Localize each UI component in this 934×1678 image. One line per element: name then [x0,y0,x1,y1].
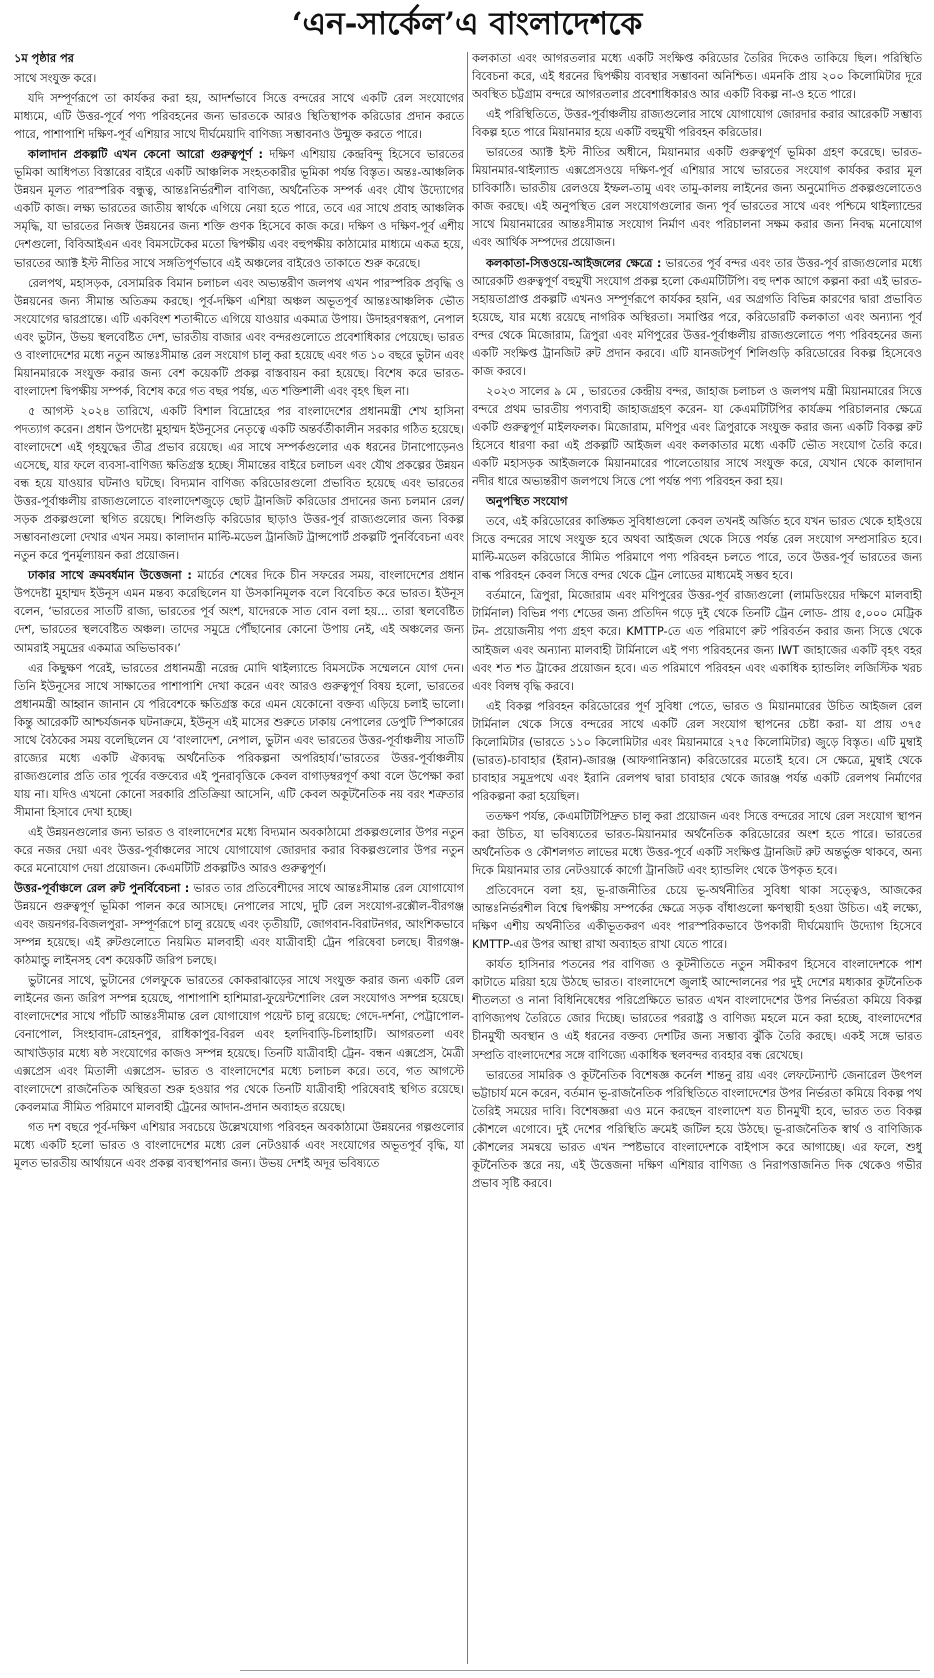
left-column [14,50,464,1668]
paragraph: এই পরিস্থিতিতে, উত্তর-পূর্বাঞ্চলীয় রাজ্যগুলোর সাথে যোগাযোগ জোরদার করার আরেকটি সম্ভাব্য বিকল্প হতে পারে মিয়ানমার হয়ে একটি বহুমুখী পরিবহন করিডোর। [472,108,922,140]
paragraph: সাথে সংযুক্ত করে। [14,72,97,86]
paragraph-with-lead [472,255,922,381]
paragraph: তবে, এই করিডোরের কাঙ্ক্ষিত সুবিধাগুলো কেবল তখনই অর্জিত হবে যখন ভারত থেকে হাইওয়ে সিত্তে বন্দরের সাথে সংযুক্ত হবে অথবা আইজল থেকে সিত্তে পর্যন্ত রেল সংযোগ সম্প্রসারিত হবে। মাল্টি-মডেল করিডোরে সীমিত পরিমাণে পণ্য পরিবহন চলতে পারে, তবে উত্তর-পূর্ব ভারতের জন্য বাল্ক পরিবহন কেবল সিত্তে বন্দর থেকে ট্রেন লোডের মাধ্যমেই সম্ভব হবে। [472,515,922,583]
headline: ‘এন-সার্কেল’এ বাংলাদেশকে [291,6,643,42]
paragraph: প্রতিবেদনে বলা হয়, ভূ-রাজনীতির চেয়ে ভূ-অর্থনীতির সুবিধা থাকা সত্ত্বেও, আজকের আন্তঃনির্ভরশীল বিশ্বে দ্বিপক্ষীয় সম্পর্কের ক্ষেত্রে সড়ক বাঁধাগুলো ক্ষণস্থায়ী হওয়া উচিত। এই লক্ষ্যে, দক্ষিণ এশীয় অর্থনীতির একীভূতকরণ এবং পারস্পরিকভাবে উপকারী দীর্ঘমেয়াদি উদ্যোগ হিসেবে KMTTP-এর উপর আস্থা রাখা অব্যাহত রাখা যেতে পারে। [472,884,922,952]
paragraph: যদি সম্পূর্ণরূপে তা কার্যকর করা হয়, আদর্শভাবে সিত্তে বন্দরের সাথে একটি রেল সংযোগের মাধ্যমে, এটি উত্তর-পূর্বে পণ্য পরিবহনের জন্য ভারতকে আরও স্থিতিস্থাপক করিডোর প্রদান করতে পারে, পাশাপাশি দক্ষিণ-পূর্ব এশিয়ার সাথে দীর্ঘমেয়াদি বাণিজ্য সম্ভাবনাও উন্মুক্ত করতে পারে। [14,92,464,142]
right-column [472,50,922,1668]
paragraph-text: দক্ষিণ এশিয়ায় কেন্দ্রবিন্দু হিসেবে ভারতের ভূমিকা আধিপত্য বিস্তারের বাইরে একটি আঞ্চলিক সংহতকারীর ভূমিকা পর্যন্ত বিস্তৃত। অন্তঃ-আঞ্চলিক উন্নয়ন মূলত পারস্পরিক বন্ধুত্ব, আন্তঃনির্ভরশীল বাণিজ্য, অর্থনৈতিক সম্পর্ক এবং যৌথ উদ্যোগের একটি কাজ। লক্ষ্য ভারতের জাতীয় স্বার্থকে এগিয়ে নেয়া হতে পারে, তবে এর সাথে প্রবাহ আঞ্চলিক সমৃদ্ধি, যা ভারতের নিজস্ব উন্নয়নের জন্য শক্তি গুণক হিসেবে কাজ করে। দক্ষিণ ও দক্ষিণ-পূর্ব এশীয় দেশগুলো, বিবিআইএন এবং বিমসটেকের মতো দ্বিপক্ষীয় এবং বহুপক্ষীয় কাঠামোর মাধ্যমে একত্র হয়ে, ভারতের অ্যাক্ট ইস্ট নীতির সাথে সঙ্গতিপূর্ণভাবে এই অঞ্চলের বাইরেও তাকাতে শুরু করেছে। [14,148,464,270]
paragraph: ২০২৩ সালের ৯ মে , ভারতের কেন্দ্রীয় বন্দর, জাহাজ চলাচল ও জলপথ মন্ত্রী মিয়ানমারের সিত্তে বন্দরে প্রথম ভারতীয় পণ্যবাহী জাহাজগ্রহণ করেন- যা কেএমটিটিপির কার্যক্রম পরিচালনার ক্ষেত্রে একটি গুরুত্বপূর্ণ মাইলফলক। মিজোরাম, মণিপুর এবং ত্রিপুরাকে সংযুক্ত করার জন্য একটি বিকল্প রুট হিসেবে ধারণা করা এই প্রকল্পটি আইজল এবং কলকাতার মধ্যে একটি ভৌত সংযোগ তৈরি করে। একটি মহাসড়ক আইজলকে মিয়ানমারের পালেতোয়ার সাথে সংযুক্ত করে, যেখান থেকে কালাদান নদীর ধারে অভ্যন্তরীণ জলপথে সিত্তে পো পর্যন্ত পণ্য পরিবহন করা হয়। [472,384,922,489]
paragraph: বর্তমানে, ত্রিপুরা, মিজোরাম এবং মণিপুরের উত্তর-পূর্ব রাজ্যগুলো (লামডিংয়ের দক্ষিণে মালবাহী টার্মিনাল) বিভিন্ন পণ্য শেডের জন্য প্রতিদিন গড়ে দুই থেকে তিনটি ট্রেন লোড- প্রায় ৫,০০০ মেট্রিক টন- প্রয়োজনীয় পণ্য গ্রহণ করে। KMTTP-তে এত পরিমাণে রুট পরিবর্তন করার জন্য সিত্তে থেকে আইজল এবং অন্যান্য মালবাহী টার্মিনালে এই পণ্য পরিবহনের জন্য IWT জাহাজের একটি বৃহৎ বহর এবং শত শত ট্রাকের প্রয়োজন হবে। এত পরিমাণে পরিবহন এবং একাধিক হ্যান্ডলিং লজিস্টিক খরচ এবং বিলম্ব বৃদ্ধি করবে। [472,589,922,693]
paragraph-text: মার্চের শেষের দিকে চীন সফরের সময়, বাংলাদেশের প্রধান উপদেষ্টা মুহাম্মদ ইউনূস এমন মন্তব্য করেছিলেন যা উসকানিমূলক বলে বিবেচিত করে ভারত। ইউনূস বলেন, ‘ভারতের সাতটি রাজ্য, ভারতের পূর্ব অংশ, যাদেরকে সাত বোন বলা হয়... তারা স্থলবেষ্টিত দেশ, ভারতের স্থলবেষ্টিত অঞ্চল। তাদের সমুদ্রে পৌঁছানোর কোনো উপায় নেই, এই অঞ্চলের জন্য আমরাই সমুদ্রের একমাত্র অভিভাবক।’ [14,569,464,655]
paragraph: ভারতের অ্যাক্ট ইস্ট নীতির অধীনে, মিয়ানমার একটি গুরুত্বপূর্ণ ভূমিকা গ্রহণ করেছে। ভারত-মিয়ানমার-থাইল্যান্ড এক্সপ্রেসওয়ে দক্ষিণ-পূর্ব এশিয়ার সাথে ভারতের সংযোগ কার্যকর করার মূল চাবিকাঠি। ভারতীয় রেলওয়ে ইম্ফল-তামু এবং তামু-কালয় লাইনের জন্য অনুমোদিত প্রকল্পগুলোতেও কাজ করছে। এই অনুপস্থিত রেল সংযোগগুলোর জন্য পূর্ব ভারতের সাথে এবং পশ্চিমে থাইল্যান্ডের সাথে মিয়ানমারের আন্তঃসীমান্ত সংযোগ নির্মাণ এবং পরিচালনা সক্ষম করার জন্য নিবদ্ধ মনোযোগ এবং আর্থিক সম্পদের প্রয়োজন। [472,146,922,250]
paragraph: কলকাতা এবং আগরতলার মধ্যে একটি সংক্ষিপ্ত করিডোর তৈরির দিকেও তাকিয়ে ছিল। পরিস্থিতি বিবেচনা করে, এই ধরনের দ্বিপক্ষীয় ব্যবস্থার সম্ভাবনা অনিশ্চিত। এমনকি প্রায় ২০০ কিলোমিটার দূরে অবস্থিত চট্টগ্রাম বন্দরে আগরতলার প্রবেশাধিকারও আর একটি বিকল্প না-ও হতে পারে। [472,52,922,102]
subheading-kolkata-sittwe: কলকাতা-সিত্তওয়ে-আইজলের ক্ষেত্রে : [486,256,662,270]
subheading-dhaka: ঢাকার সাথে ক্রমবর্ধমান উত্তেজনা : [28,569,192,583]
paragraph: এই উন্নয়নগুলোর জন্য ভারত ও বাংলাদেশের মধ্যে বিদ্যমান অবকাঠামো প্রকল্পগুলোর উপর নতুন করে নজর দেয়া এবং উত্তর-পূর্বাঞ্চলের সাথে যোগাযোগ জোরদার করার বিকল্পগুলোর উপর নতুন করে মনোযোগ দেয়া প্রয়োজন। কেএমটিটি প্রকল্পটিও আরও গুরুত্বপূর্ণ। [14,825,464,876]
paragraph-text: ভারত তার প্রতিবেশীদের সাথে আন্তঃসীমান্ত রেল যোগাযোগ উন্নয়নে গুরুত্বপূর্ণ ভূমিকা পালন করে আসছে। নেপালের সাথে, দুটি রেল সংযোগ-রক্সৌল-বীরগঞ্জ এবং জয়নগর-বিজলপুরা- সম্পূর্ণরূপে চালু রয়েছে এবং তৃতীয়টি, জোগবান-বিরাটনগর, আংশিকভাবে সম্পন্ন হয়েছে। এই রুটগুলোতে নিয়মিত মালবাহী এবং যাত্রীবাহী ট্রেন পরিষেবা চলছে। বীরগঞ্জ-কাঠমান্ডু লাইনসহ বেশ কয়েকটি জরিপ চলছে। [14,882,464,968]
paragraph-with-lead [14,880,464,970]
paragraph: কার্যত হাসিনার পতনের পর বাণিজ্য ও কূটনীতিতে নতুন সমীকরণ হিসেবে বাংলাদেশকে পাশ কাটাতে মরিয়া হয়ে উঠছে ভারত। বাংলাদেশে জুলাই আন্দোলনের পর দুই দেশের মধ্যকার কূটনৈতিক শীতলতা ও নানা বিধিনিষেধের পরিপ্রেক্ষিতে ভারত এখন বাংলাদেশের উপর নির্ভরতা কমিয়ে বিকল্প বাণিজ্যপথ তৈরিতে জোর দিচ্ছে। ভারতের পররাষ্ট্র ও বাণিজ্য মহলে মনে করা হচ্ছে, বাংলাদেশের চীনমুখী অবস্থান ও এই ধরনের বক্তব্য দেশটির জন্য সম্ভাব্য ঝুঁকি তৈরি করছে। একই সঙ্গে ভারত সম্প্রতি বাংলাদেশের সঙ্গে বাণিজ্যে একাধিক স্থলবন্দর ব্যবহার বন্ধ রেখেছে। [472,958,922,1062]
paragraph: ততক্ষণ পর্যন্ত, কেএমটিটিপিদ্রুত চালু করা প্রয়োজন এবং সিত্তে বন্দরের সাথে রেল সংযোগ স্থাপন করা উচিত, যা ভবিষ্যতের ভারত-মিয়ানমার অর্থনৈতিক করিডোরের অংশ হতে পারে। ভারতের অর্থনৈতিক ও কৌশলগত লাভের মধ্যে উত্তর-পূর্বে একটি সংক্ষিপ্ত ট্রানজিট রুট অন্তর্ভুক্ত থাকবে, অন্য দিকে মিয়ানমার তার নেটওয়ার্কে কার্গো ট্রানজিট এবং হ্যান্ডলিং থেকে উপকৃত হবে। [472,809,922,878]
paragraph-text: ভারতের পূর্ব বন্দর এবং তার উত্তর-পূর্ব রাজ্যগুলোর মধ্যে আরেকটি গুরুত্বপূর্ণ বহুমুখী সংযোগ প্রকল্প হলো কেএমটিটিপি। বহু দশক আগে কল্পনা করা এই ভারত-সহায়তাপ্রাপ্ত প্রকল্পটি এখনও সম্পূর্ণরূপে কার্যকর হয়নি, এর অগ্রগতি বিভিন্ন কারণের দ্বারা প্রভাবিত হয়েছে, যার মধ্যে রয়েছে নাগরিক অস্থিরতা। সমাপ্তির পরে, করিডোরটি কলকাতা এবং অন্যান্য পূর্ব বন্দর থেকে মিজোরাম, ত্রিপুরা এবং মণিপুরের উত্তর-পূর্বাঞ্চলীয় রাজ্যগুলোতে পণ্য পরিবহনের জন্য একটি সংক্ষিপ্ত ট্রানজিট রুট প্রদান করবে। এটি যানজটপূর্ণ শিলিগুড়ি করিডোরের বিকল্প হিসেবেও কাজ করবে। [472,256,922,378]
paragraph: ৫ আগস্ট ২০২৪ তারিখে, একটি বিশাল বিদ্রোহের পর বাংলাদেশের প্রধানমন্ত্রী শেখ হাসিনা পদত্যাগ করেন। প্রধান উপদেষ্টা মুহাম্মদ ইউনূসের নেতৃত্বে একটি অন্তর্বর্তীকালীন সরকার গঠিত হয়েছে। বাংলাদেশে এই গৃহযুদ্ধের তীব্র প্রভাব রয়েছে। এর সাথে সম্পর্কগুলোর এক ধরনের টানাপোড়েনও এসেছে, যার ফলে ব্যবসা-বাণিজ্য ক্ষতিগ্রস্ত হচ্ছে। সীমান্তের বাইরে চলাচল এবং যৌথ প্রকল্পের উন্নয়ন বন্ধ হয়ে যাওয়ার ঘটনাও ঘটছে। বিদ্যমান বাণিজ্য করিডোরগুলো প্রভাবিত হয়েছে এবং ভারতের উত্তর-পূর্বাঞ্চলীয় রাজ্যগুলোতে বাংলাদেশজুড়ে ছোট ট্রানজিট করিডোর প্রদানের জন্য চলমান রেল/সড়ক প্রকল্পগুলো স্থগিত রয়েছে। শিলিগুড়ি করিডোর ছাড়াও উত্তর-পূর্ব রাজ্যগুলোর জন্য বিকল্প সম্ভাবনাগুলো দেখার এখন সময়। কালাদান মাল্টি-মডেল ট্রানজিট ট্রান্সপোর্ট প্রকল্পটি পুনর্বিবেচনা এবং নতুন করে পুনর্মূল্যায়ন করা প্রয়োজন। [14,404,464,563]
paragraph: গত দশ বছরে পূর্ব-দক্ষিণ এশিয়ার সবচেয়ে উল্লেখযোগ্য পরিবহন অবকাঠামো উন্নয়নের গল্পগুলোর মধ্যে একটি হলো ভারত ও বাংলাদেশের মধ্যে রেল নেটওয়ার্ক এবং সংযোগের অভূতপূর্ব বৃদ্ধি, যা মূলত ভারতীয় আর্থায়নে এবং প্রকল্প ব্যবস্থাপনার জন্য। উভয় দেশই অদূর ভবিষ্যতে [14,1120,464,1170]
paragraph: এই বিকল্প পরিবহন করিডোরের পূর্ণ সুবিধা পেতে, ভারত ও মিয়ানমারের উচিত আইজল রেল টার্মিনাল থেকে সিত্তে বন্দরের সাথে একটি রেল সংযোগ স্থাপনের চেষ্টা করা- যা প্রায় ৩৭৫ কিলোমিটার (ভারতে ১১০ কিলোমিটার এবং মিয়ানমারে ২৭৫ কিলোমিটার) জুড়ে বিস্তৃত। এটি মুম্বাই (ভারত)-চাবাহার (ইরান)-জারঞ্জ (আফগানিস্তান) করিডোরের মতোই হবে। সে ক্ষেত্রে, মুম্বাই থেকে চাবাহার সমুদ্রপথে এবং ইরানি রেলপথ দ্বারা চাবাহার থেকে জারঞ্জ পর্যন্ত একটি রেলপথ নির্মাণের পরিকল্পনা করা হয়েছিল। [472,699,922,803]
paragraph: এর কিছুক্ষণ পরেই, ভারতের প্রধানমন্ত্রী নরেন্দ্র মোদি থাইল্যান্ডে বিমসটেক সম্মেলনে যোগ দেন। তিনি ইউনূসের সাথে সাক্ষাতের পাশাপাশি দেখা করেন এবং আরও গুরুত্বপূর্ণ বিষয় হলো, ভারতের প্রধানমন্ত্রী আহ্বান জানান যে পরিবেশকে ক্ষতিগ্রস্ত করে এমন যেকোনো বক্তব্য এড়িয়ে চলাই ভালো। কিন্তু আরেকটি আশ্চর্যজনক ঘটনাক্রমে, ইউনূস এই মাসের শুরুতে ঢাকায় নেপালের ডেপুটি স্পিকারের সাথে বৈঠকের সময় বলেছিলেন যে ‘বাংলাদেশ, নেপাল, ভুটান এবং ভারতের উত্তর-পূর্বাঞ্চলীয় সাতটি রাজ্যের মধ্যে একটি ঐক্যবদ্ধ অর্থনৈতিক পরিকল্পনা অপরিহার্য।’ভারতের উত্তর-পূর্বাঞ্চলীয় রাজ্যগুলোর প্রতি তার পূর্বের বক্তব্যের এই পুনরাবৃত্তিকে কেবল বাগাড়ম্বরপূর্ণ কথা বলে উপেক্ষা করা যায় না। যদিও এখনো কোনো সরকারি প্রতিক্রিয়া আসেনি, এটি কেবল অকূটনৈতিক নয় বরং শত্রুতার সীমানা হিসাবে দেখা হচ্ছে। [14,661,464,819]
paragraph: ভারতের সামরিক ও কূটনৈতিক বিশেষজ্ঞ কর্নেল শান্তনু রায় এবং লেফটেন্যান্ট জেনারেল উৎপল ভট্টাচার্য মনে করেন, বর্তমান ভূ-রাজনৈতিক পরিস্থিতিতে বাংলাদেশের উপর নির্ভরতা কমিয়ে বিকল্প পথ তৈরিই সময়ের দাবি। বিশেষজ্ঞরা এও মনে করছেন বাংলাদেশ যত চীনমুখী হবে, ভারত তত বিকল্প কৌশলে এগোবে। দুই দেশের পরিস্থিতি ক্রমেই জটিল হয়ে উঠছে। ভূ-রাজনৈতিক স্বার্থ ও বাণিজ্যিক কৌশলের সমন্বয়ে ভারত এখন স্পষ্টভাবে বাংলাদেশকে বাইপাস করে আগাচ্ছে। এর ফলে, শুধু কূটনৈতিক স্তরে নয়, এই উত্তেজনা দক্ষিণ এশিয়ার বাণিজ্য ও নিরাপত্তাজনিত দিক থেকেও গভীর প্রভাব সৃষ্টি করবে। [472,1068,922,1190]
kicker-label: ১ম পৃষ্ঠার পর [14,52,74,65]
footer-rule [240,1670,920,1671]
subheading-kaladan: কালাদান প্রকল্পটি এখন কেনো আরো গুরুত্বপূর্ণ : [28,148,264,162]
continuation-kicker [14,50,464,68]
paragraph: রেলপথ, মহাসড়ক, বেসামরিক বিমান চলাচল এবং অভ্যন্তরীণ জলপথ এখন পারস্পরিক প্রবৃদ্ধি ও উন্নয়নের জন্য সীমান্ত অতিক্রম করছে। পূর্ব-দক্ষিণ এশিয়া অঞ্চল অভূতপূর্ব আন্তঃআঞ্চলিক ভৌত সংযোগের দ্বারপ্রান্তে। এটি একবিংশ শতাব্দীতে এগিয়ে যাওয়ার একমাত্র উপায়। উদাহরণস্বরূপ, নেপাল এবং ভুটান, উভয় স্থলবেষ্টিত দেশ, ভারতীয় বাজার এবং বন্দরগুলোতে প্রবেশাধিকার পেয়েছে। ভারত ও বাংলাদেশের মধ্যে নতুন আন্তঃসীমান্ত রেল সংযোগ চালু করা হয়েছে এবং গত ১০ বছরে ভুটান এবং মিয়ানমারকে সংযুক্ত করার জন্য বেশ কয়েকটি প্রকল্প বাস্তবায়ন করা হয়েছে। বিশেষ করে ভারত-বাংলাদেশ দ্বিপক্ষীয় সম্পর্ক, বিশেষ করে গত বছর পর্যন্ত, এত শক্তিশালী এবং বৃহৎ ছিল না। [14,276,464,398]
subheading-missing-link: অনুপস্থিত সংযোগ [486,495,568,509]
paragraph-with-lead [14,567,464,657]
column-divider [467,52,468,1664]
subheading-rail-route: উত্তর-পূর্বাঞ্চলে রেল রুট পুনর্বিবেচনা : [14,882,190,896]
paragraph-with-lead [14,146,464,272]
paragraph: ভুটানের সাথে, ভুটানের গেলফুকে ভারতের কোকরাঝাড়ের সাথে সংযুক্ত করার জন্য একটি রেল লাইনের জন্য জরিপ সম্পন্ন হয়েছে, পাশাপাশি হাশিমারা-ফুয়েন্টশোলিং রেল সংযোগও সম্পন্ন হয়েছে। বাংলাদেশের সাথে পাঁচটি আন্তঃসীমান্ত রেল যোগাযোগ পয়েন্ট চালু রয়েছে: গেদে-দর্শনা, পেট্রাপোল-বেনাপোল, সিংহাবাদ-রোহনপুর, রাধিকাপুর-বিরল এবং হলদিবাড়ি-চিলাহাটি। আগরতলা এবং আখাউড়ার মধ্যে ষষ্ঠ সংযোগের কাজও সম্পন্ন হয়েছে। তিনটি যাত্রীবাহী ট্রেন- বন্ধন এক্সপ্রেস, মৈত্রী এক্সপ্রেস এবং মিতালী এক্সপ্রেস- ভারত ও বাংলাদেশের মধ্যে চলাচল করে। তবে, গত আগস্টে বাংলাদেশে রাজনৈতিক অস্থিরতা শুরু হওয়ার পর থেকে তিনটি যাত্রীবাহী পরিষেবাই স্থগিত রয়েছে। কেবলমাত্র সীমিত পরিমাণে মালবাহী ট্রেনের আদান-প্রদান অব্যাহত রয়েছে। [14,974,464,1114]
